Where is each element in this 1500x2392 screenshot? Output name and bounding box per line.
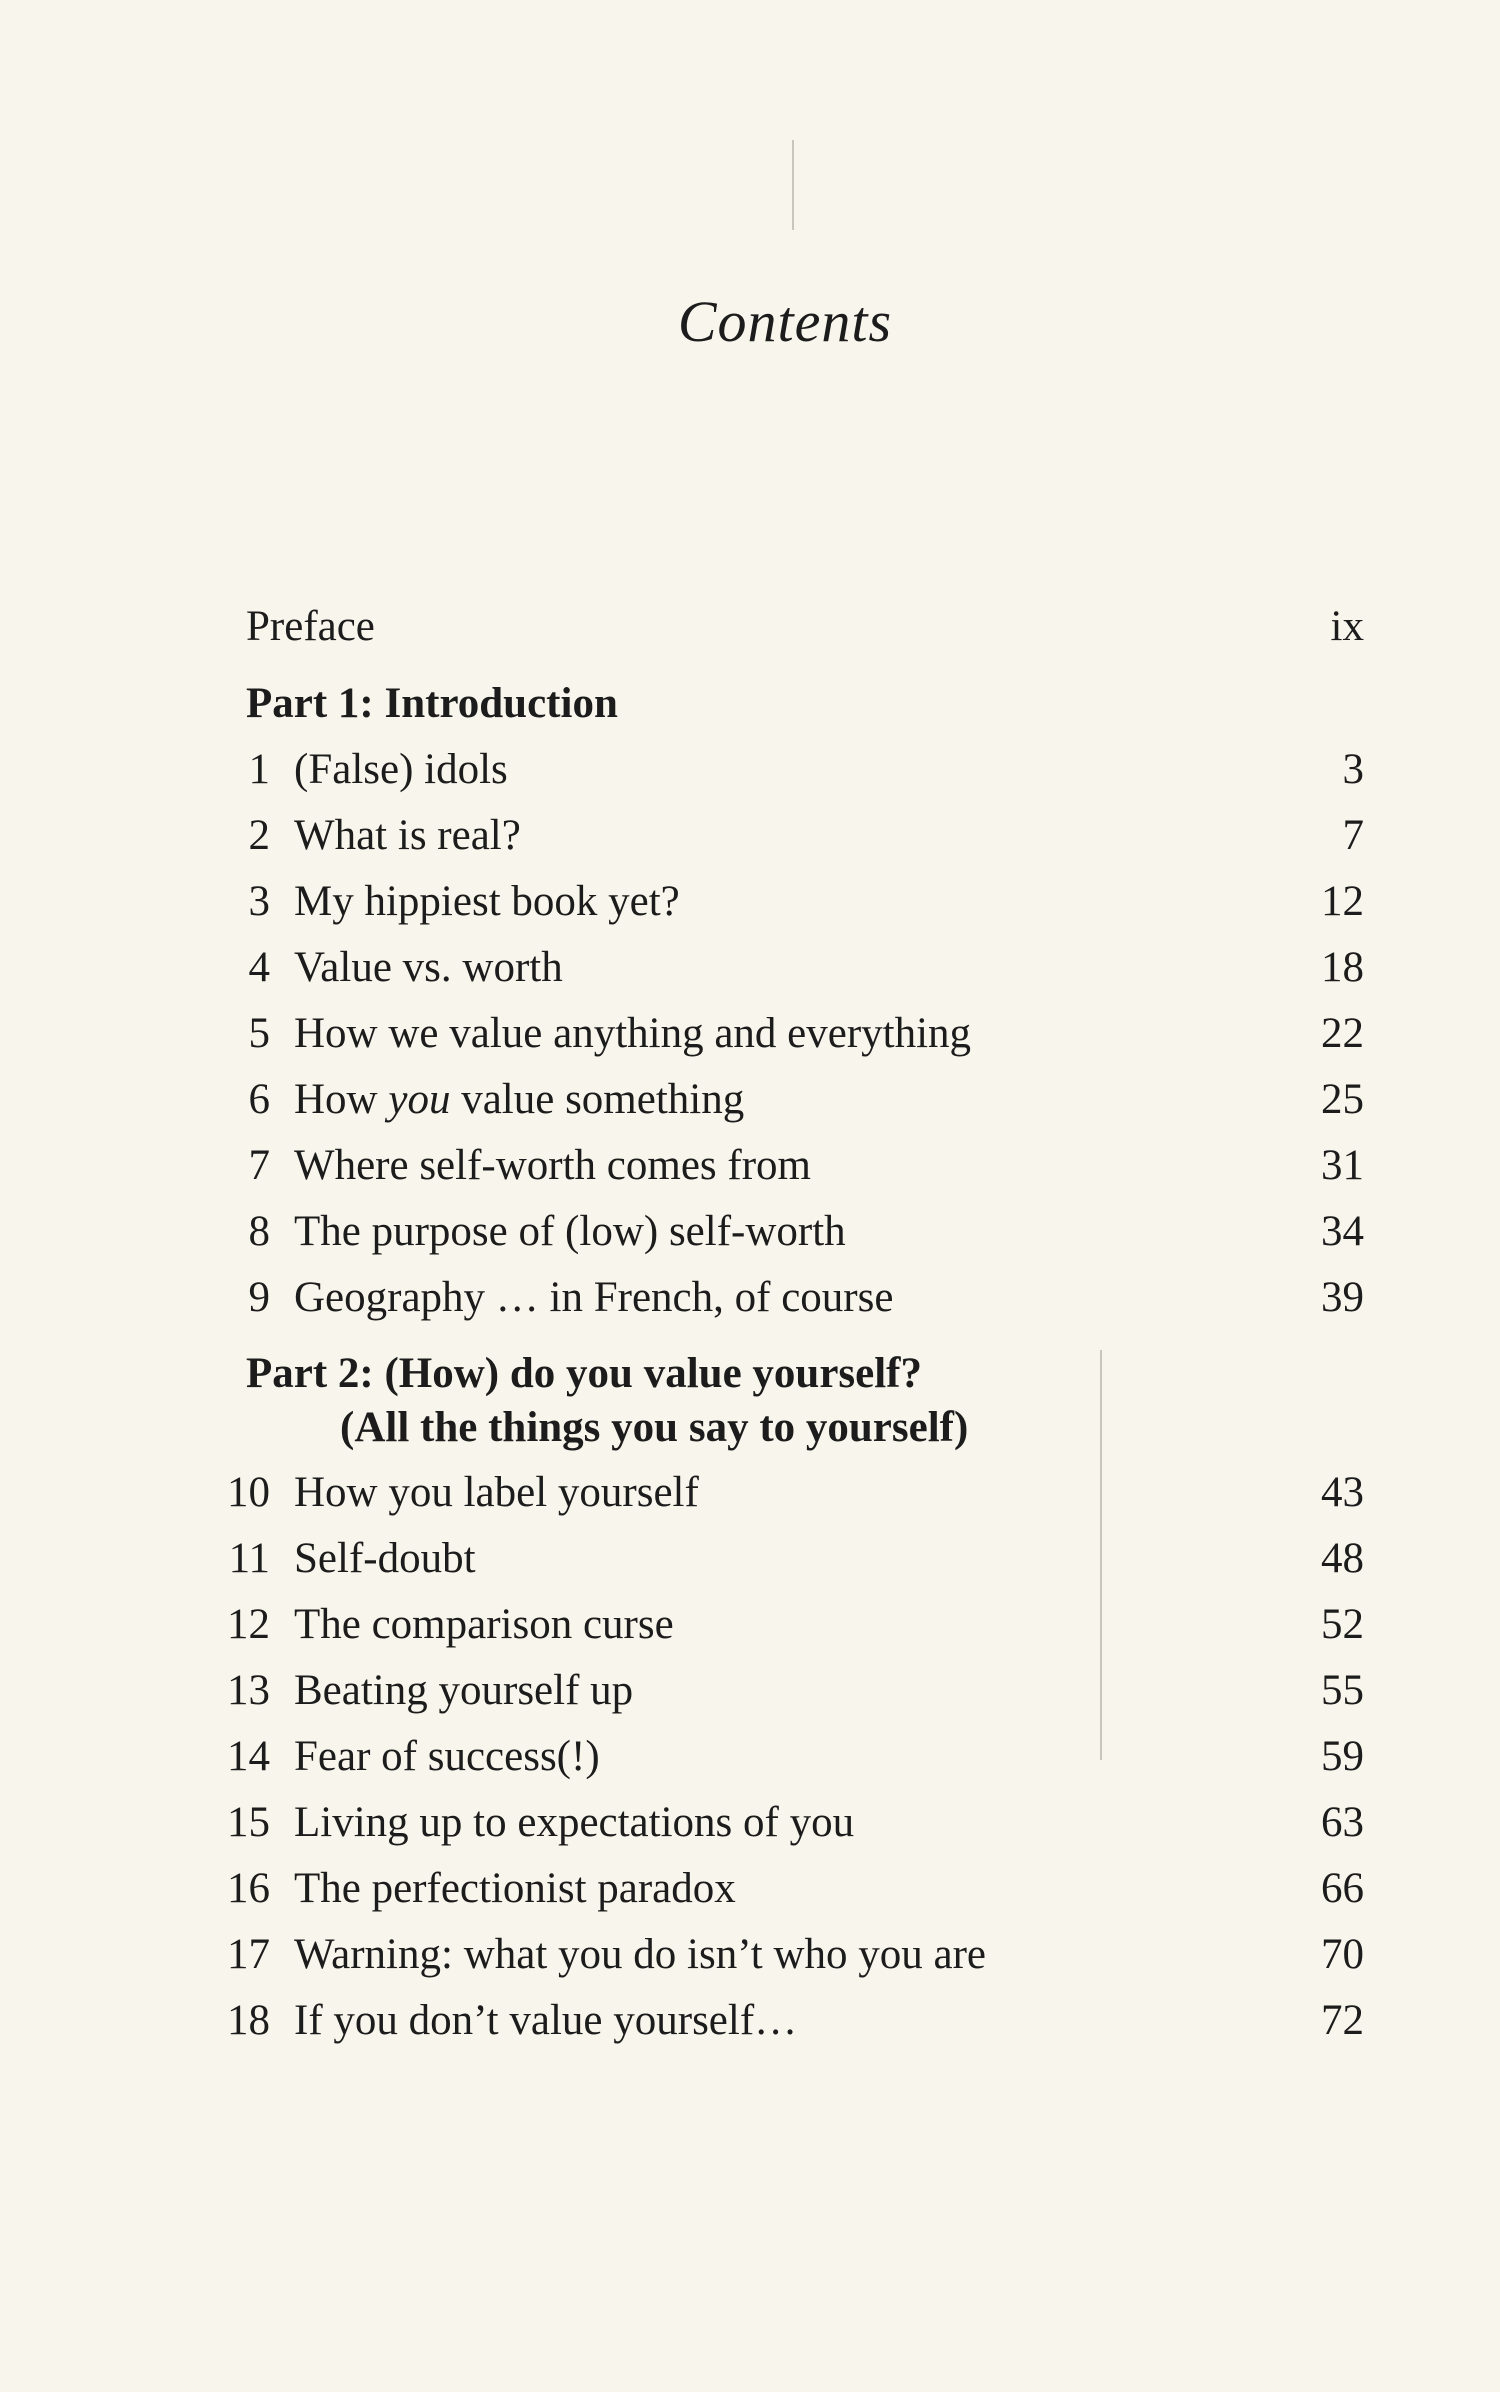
entry-page: 18	[1321, 944, 1364, 991]
toc-entry[interactable]	[0, 1001, 1500, 1067]
entry-page: 43	[1321, 1469, 1364, 1516]
entry-title: The comparison curse	[294, 1601, 674, 1648]
entry-title: The perfectionist paradox	[294, 1865, 736, 1912]
entry-page: 72	[1321, 1997, 1364, 2044]
entry-number: 3	[248, 878, 270, 925]
entry-number: 13	[227, 1667, 270, 1714]
toc-entry[interactable]	[0, 935, 1500, 1001]
entry-number: 11	[228, 1535, 270, 1582]
toc-entry[interactable]	[0, 1460, 1500, 1526]
entry-title: Value vs. worth	[294, 944, 563, 991]
toc-entry[interactable]	[0, 1922, 1500, 1988]
entry-title: Where self-worth comes from	[294, 1142, 811, 1189]
entry-page: 55	[1321, 1667, 1364, 1714]
entry-number: 18	[227, 1997, 270, 2044]
entry-number: 4	[248, 944, 270, 991]
entry-page: 63	[1321, 1799, 1364, 1846]
entry-number: 15	[227, 1799, 270, 1846]
toc-entry[interactable]	[0, 1724, 1500, 1790]
entry-page: 22	[1321, 1010, 1364, 1057]
entry-page: 34	[1321, 1208, 1364, 1255]
toc-entry[interactable]	[0, 1856, 1500, 1922]
entry-page: 48	[1321, 1535, 1364, 1582]
entry-page: 52	[1321, 1601, 1364, 1648]
entry-title-emphasis: you	[388, 1076, 451, 1123]
entry-title-start: How	[294, 1076, 389, 1123]
entry-page: 31	[1321, 1142, 1364, 1189]
entry-title: How we value anything and everything	[294, 1010, 972, 1057]
entry-title: The purpose of (low) self-worth	[294, 1208, 846, 1255]
toc-entry[interactable]	[0, 1199, 1500, 1265]
toc-entry[interactable]	[0, 1988, 1500, 2054]
entry-title: Beating yourself up	[294, 1667, 634, 1714]
entry-number: 1	[248, 746, 270, 793]
toc-entry[interactable]	[0, 1133, 1500, 1199]
toc-entry[interactable]	[0, 1526, 1500, 1592]
toc-entry-preface[interactable]	[0, 594, 1500, 660]
entry-page: 39	[1321, 1274, 1364, 1321]
toc-entry[interactable]	[0, 1790, 1500, 1856]
toc-entry[interactable]	[0, 1658, 1500, 1724]
entry-title: Living up to expectations of you	[294, 1799, 855, 1846]
entry-page: 59	[1321, 1733, 1364, 1780]
toc-entry[interactable]	[0, 803, 1500, 869]
entry-title: What is real?	[294, 812, 521, 859]
entry-number: 7	[248, 1142, 270, 1189]
part-2-subheading: (All the things you say to yourself)	[340, 1404, 969, 1451]
entry-page: 12	[1321, 878, 1364, 925]
entry-title: Geography … in French, of course	[294, 1274, 894, 1321]
entry-number: 6	[248, 1076, 270, 1123]
entry-number: 12	[227, 1601, 270, 1648]
entry-number: 16	[227, 1865, 270, 1912]
entry-title: Self-doubt	[294, 1535, 476, 1582]
entry-page: 7	[1342, 812, 1364, 859]
page-title: Contents	[677, 289, 893, 354]
entry-title: How you label yourself	[294, 1469, 699, 1516]
toc-entry[interactable]	[0, 1265, 1500, 1331]
toc-entry[interactable]	[0, 1592, 1500, 1658]
entry-number: 10	[227, 1469, 270, 1516]
entry-page: 70	[1321, 1931, 1364, 1978]
entry-number: 17	[227, 1931, 270, 1978]
entry-title: If you don’t value yourself…	[294, 1997, 798, 2044]
entry-title: Warning: what you do isn’t who you are	[294, 1931, 986, 1978]
entry-page: ix	[1330, 603, 1364, 650]
entry-page: 66	[1321, 1865, 1364, 1912]
entry-title: (False) idols	[294, 746, 508, 793]
entry-number: 2	[248, 812, 270, 859]
entry-number: 9	[248, 1274, 270, 1321]
entry-number: 8	[248, 1208, 270, 1255]
entry-title: Preface	[246, 603, 375, 650]
entry-title: Fear of success(!)	[294, 1733, 600, 1780]
entry-title: My hippiest book yet?	[294, 878, 680, 925]
entry-title	[294, 1067, 744, 1133]
part-2-heading: Part 2: (How) do you value yourself?	[246, 1350, 922, 1397]
entry-title-end: value something	[450, 1076, 745, 1123]
part-1-heading: Part 1: Introduction	[246, 680, 618, 727]
toc-entry[interactable]	[0, 737, 1500, 803]
entry-number: 5	[248, 1010, 270, 1057]
entry-page: 3	[1342, 746, 1364, 793]
toc-entry[interactable]	[0, 1067, 1500, 1133]
toc-entry[interactable]	[0, 869, 1500, 935]
entry-page: 25	[1321, 1076, 1364, 1123]
entry-number: 14	[227, 1733, 270, 1780]
